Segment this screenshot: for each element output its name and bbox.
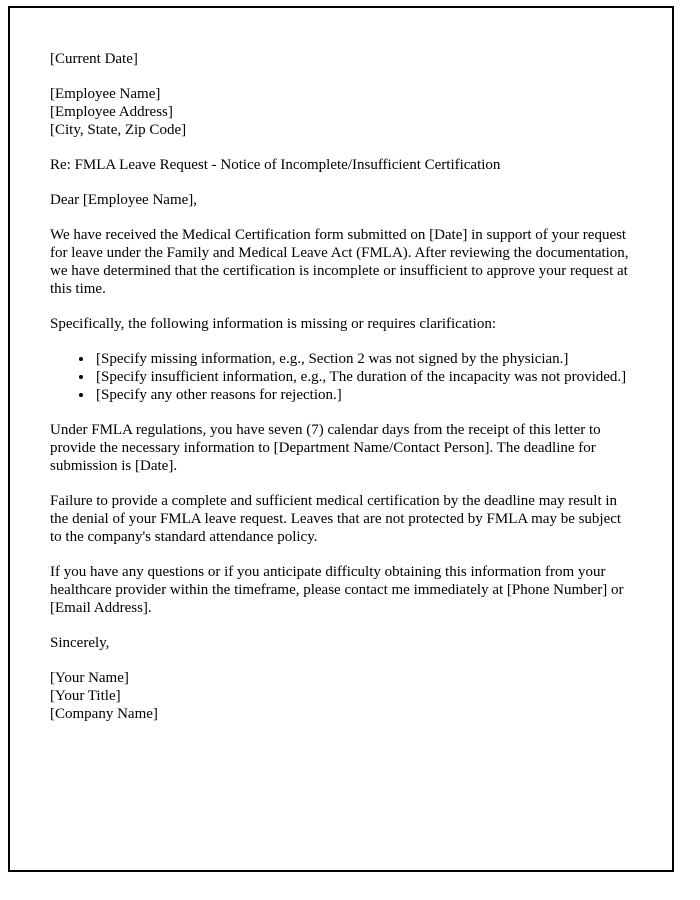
- recipient-name: [Employee Name]: [50, 86, 161, 102]
- signature-block: [50, 669, 632, 723]
- closing: Sincerely,: [50, 635, 110, 651]
- salutation: Dear [Employee Name],: [50, 192, 198, 208]
- list-item: • [Specify missing information, e.g., Section 2 was not signed by the physician.]: [94, 350, 632, 368]
- paragraph-contact-info: If you have any questions or if you anticipate difficulty obtaining this information from your healthcare provider within the timeframe, please contact me immediately at [Phone Number] or [Email Address].: [50, 564, 624, 616]
- date-line: [Current Date]: [50, 51, 138, 67]
- paragraph-missing-info-intro: Specifically, the following information is missing or requires clarification:: [50, 316, 497, 332]
- signature-name: [Your Name]: [50, 670, 129, 686]
- paragraph-deadline: Under FMLA regulations, you have seven (7) calendar days from the receipt of this letter to provide the necessary information to [Department Name/Contact Person]. The deadline for submission is [Date].: [50, 422, 601, 474]
- letter-page: [8, 6, 674, 872]
- signature-title: [Your Title]: [50, 688, 121, 704]
- recipient-address: [Employee Address]: [50, 104, 173, 120]
- recipient-block: [50, 85, 632, 139]
- list-item: • [Specify any other reasons for rejection.]: [94, 386, 632, 404]
- paragraph-certification-received: We have received the Medical Certification form submitted on [Date] in support of your request for leave under the Family and Medical Leave Act (FMLA). After reviewing the documentation, we have determined that the certification is incomplete or insufficient to approve your request at this time.: [50, 227, 629, 297]
- signature-company: [Company Name]: [50, 706, 158, 722]
- subject-line: Re: FMLA Leave Request - Notice of Incomplete/Insufficient Certification: [50, 157, 501, 173]
- missing-info-list: [50, 350, 632, 404]
- paragraph-failure-consequences: Failure to provide a complete and sufficient medical certification by the deadline may result in the denial of your FMLA leave request. Leaves that are not protected by FMLA may be subject to the company's standard attendance policy.: [50, 493, 622, 545]
- recipient-city-state-zip: [City, State, Zip Code]: [50, 122, 187, 138]
- list-item: • [Specify insufficient information, e.g., The duration of the incapacity was not provided.]: [94, 368, 632, 386]
